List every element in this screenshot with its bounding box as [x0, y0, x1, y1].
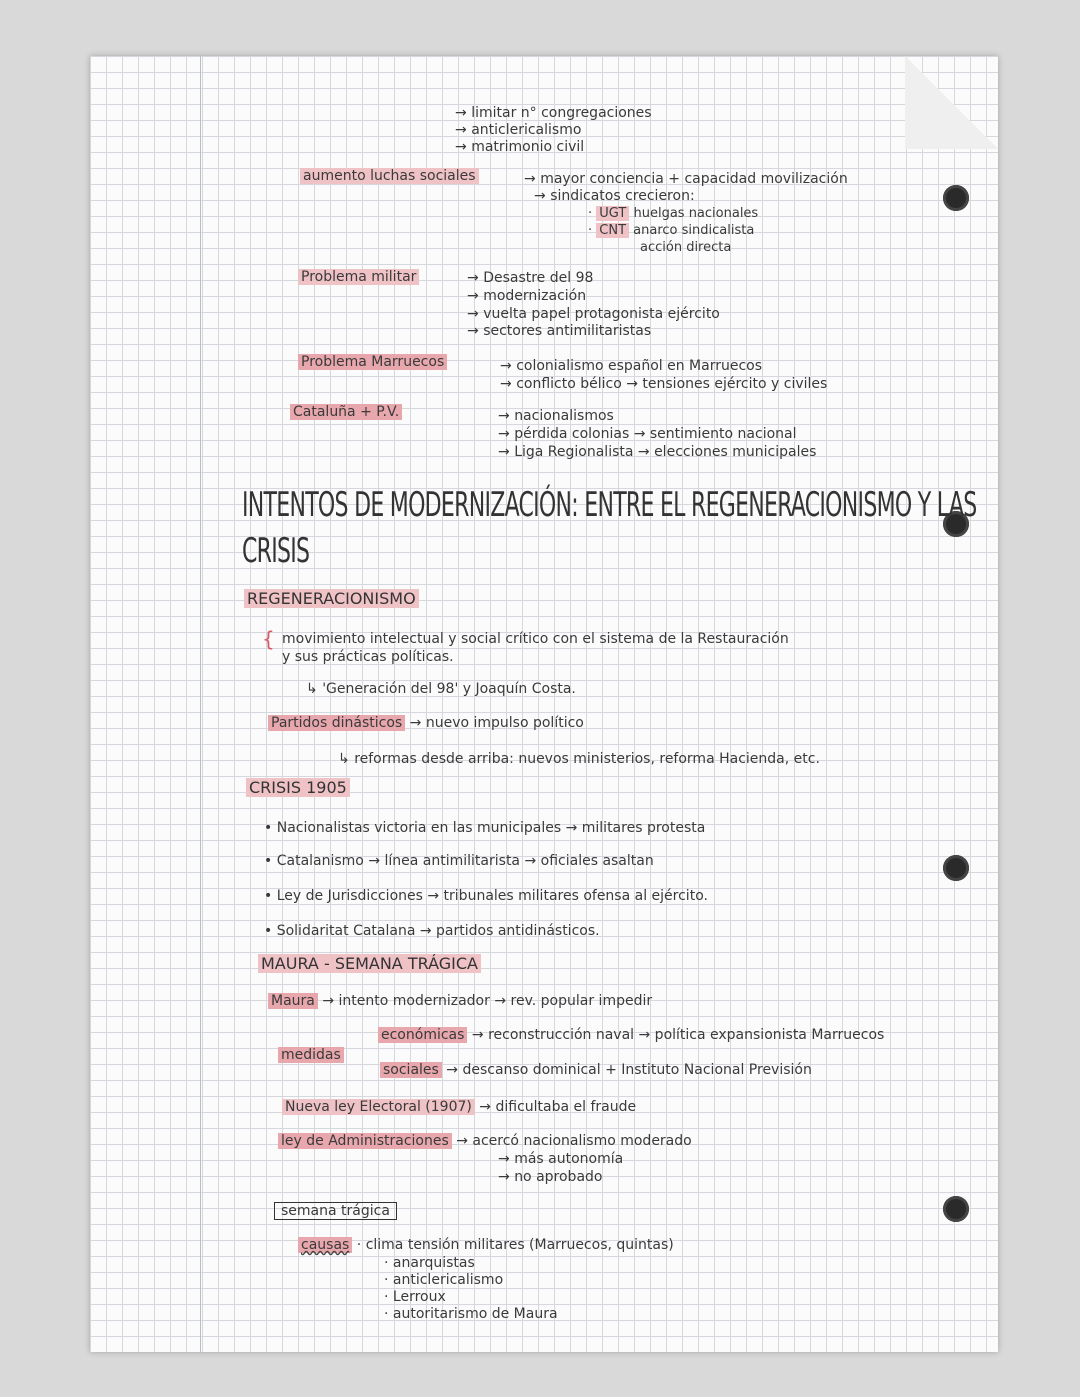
list-item: • Ley de Jurisdicciones → tribunales militares ofensa al ejército.	[264, 888, 708, 904]
militar-label: Problema militar	[298, 268, 419, 286]
highlight-mark: {	[262, 627, 275, 651]
list-item: • Nacionalistas victoria en las municipales → militares protesta	[264, 820, 706, 836]
page-corner-fold	[905, 56, 998, 149]
page-title: INTENTOS DE MODERNIZACIÓN: ENTRE EL REGENERACIONISMO Y LAS	[242, 485, 977, 525]
list-item: · anarquistas	[384, 1255, 475, 1271]
note-line: movimiento intelectual y social crítico con el sistema de la Restauración	[282, 631, 789, 647]
list-item: • Solidaritat Catalana → partidos antidinásticos.	[264, 923, 600, 939]
note-line: acción directa	[640, 240, 732, 255]
note-line: ↳ 'Generación del 98' y Joaquín Costa.	[306, 681, 576, 697]
section-crisis-1905: CRISIS 1905	[246, 779, 350, 797]
note-text: limitar n° congregaciones	[471, 105, 652, 121]
maura-line: Maura → intento modernizador → rev. popular impedir	[268, 992, 652, 1010]
note-line: ↳ reformas desde arriba: nuevos ministerios, reforma Hacienda, etc.	[338, 751, 820, 767]
binder-hole	[943, 1196, 969, 1222]
luchas-label: aumento luchas sociales	[300, 167, 479, 185]
economicas-line: económicas → reconstrucción naval → política expansionista Marruecos	[378, 1026, 884, 1044]
binder-hole	[943, 855, 969, 881]
list-item: · anticlericalismo	[384, 1272, 504, 1288]
note-line: → Desastre del 98	[467, 270, 594, 286]
sociales-line: sociales → descanso dominical + Instituto Nacional Previsión	[380, 1061, 812, 1079]
page-title-continued: CRISIS	[242, 531, 310, 571]
note-line: → sindicatos crecieron:	[534, 188, 695, 204]
ugt-line: · UGT huelgas nacionales	[588, 206, 759, 221]
note-line: → mayor conciencia + capacidad movilización	[524, 171, 848, 187]
note-line: → no aprobado	[498, 1169, 603, 1185]
note-line: → sectores antimilitaristas	[467, 323, 652, 339]
note-line: → más autonomía	[498, 1151, 624, 1167]
binder-hole	[943, 185, 969, 211]
medidas-label: medidas	[278, 1046, 344, 1064]
section-maura: MAURA - SEMANA TRÁGICA	[258, 955, 481, 973]
cnt-line: · CNT anarco sindicalista	[588, 223, 755, 238]
note-line: y sus prácticas políticas.	[282, 649, 454, 665]
margin-line	[200, 56, 201, 1352]
causas-line: causas · clima tensión militares (Marruecos, quintas)	[298, 1236, 674, 1254]
note-line: → limitar n° congregaciones	[455, 105, 652, 121]
note-line: → modernización	[467, 288, 587, 304]
semana-tragica-box: semana trágica	[274, 1202, 397, 1220]
marruecos-label: Problema Marruecos	[298, 353, 447, 371]
list-item: · autoritarismo de Maura	[384, 1306, 558, 1322]
note-line: → vuelta papel protagonista ejército	[467, 306, 720, 322]
note-line: → anticlericalismo	[455, 122, 582, 138]
ley-electoral-line: Nueva ley Electoral (1907) → dificultaba el fraude	[282, 1098, 636, 1116]
list-item: · Lerroux	[384, 1289, 446, 1305]
section-regeneracionismo: REGENERACIONISMO	[244, 590, 419, 608]
note-line: → nacionalismos	[498, 408, 614, 424]
cataluna-label: Cataluña + P.V.	[290, 403, 402, 421]
note-line: → pérdida colonias → sentimiento nacional	[498, 426, 797, 442]
note-text: anticlericalismo	[471, 122, 582, 138]
note-line: → colonialismo español en Marruecos	[500, 358, 763, 374]
list-item: • Catalanismo → línea antimilitarista → oficiales asaltan	[264, 853, 654, 869]
partidos-line: Partidos dinásticos → nuevo impulso político	[268, 714, 584, 732]
note-line: → matrimonio civil	[455, 139, 585, 155]
ley-admin-line: ley de Administraciones → acercó nacionalismo moderado	[278, 1132, 692, 1150]
note-line: → Liga Regionalista → elecciones municipales	[498, 444, 817, 460]
note-line: → conflicto bélico → tensiones ejército y civiles	[500, 376, 828, 392]
note-text: matrimonio civil	[471, 139, 585, 155]
